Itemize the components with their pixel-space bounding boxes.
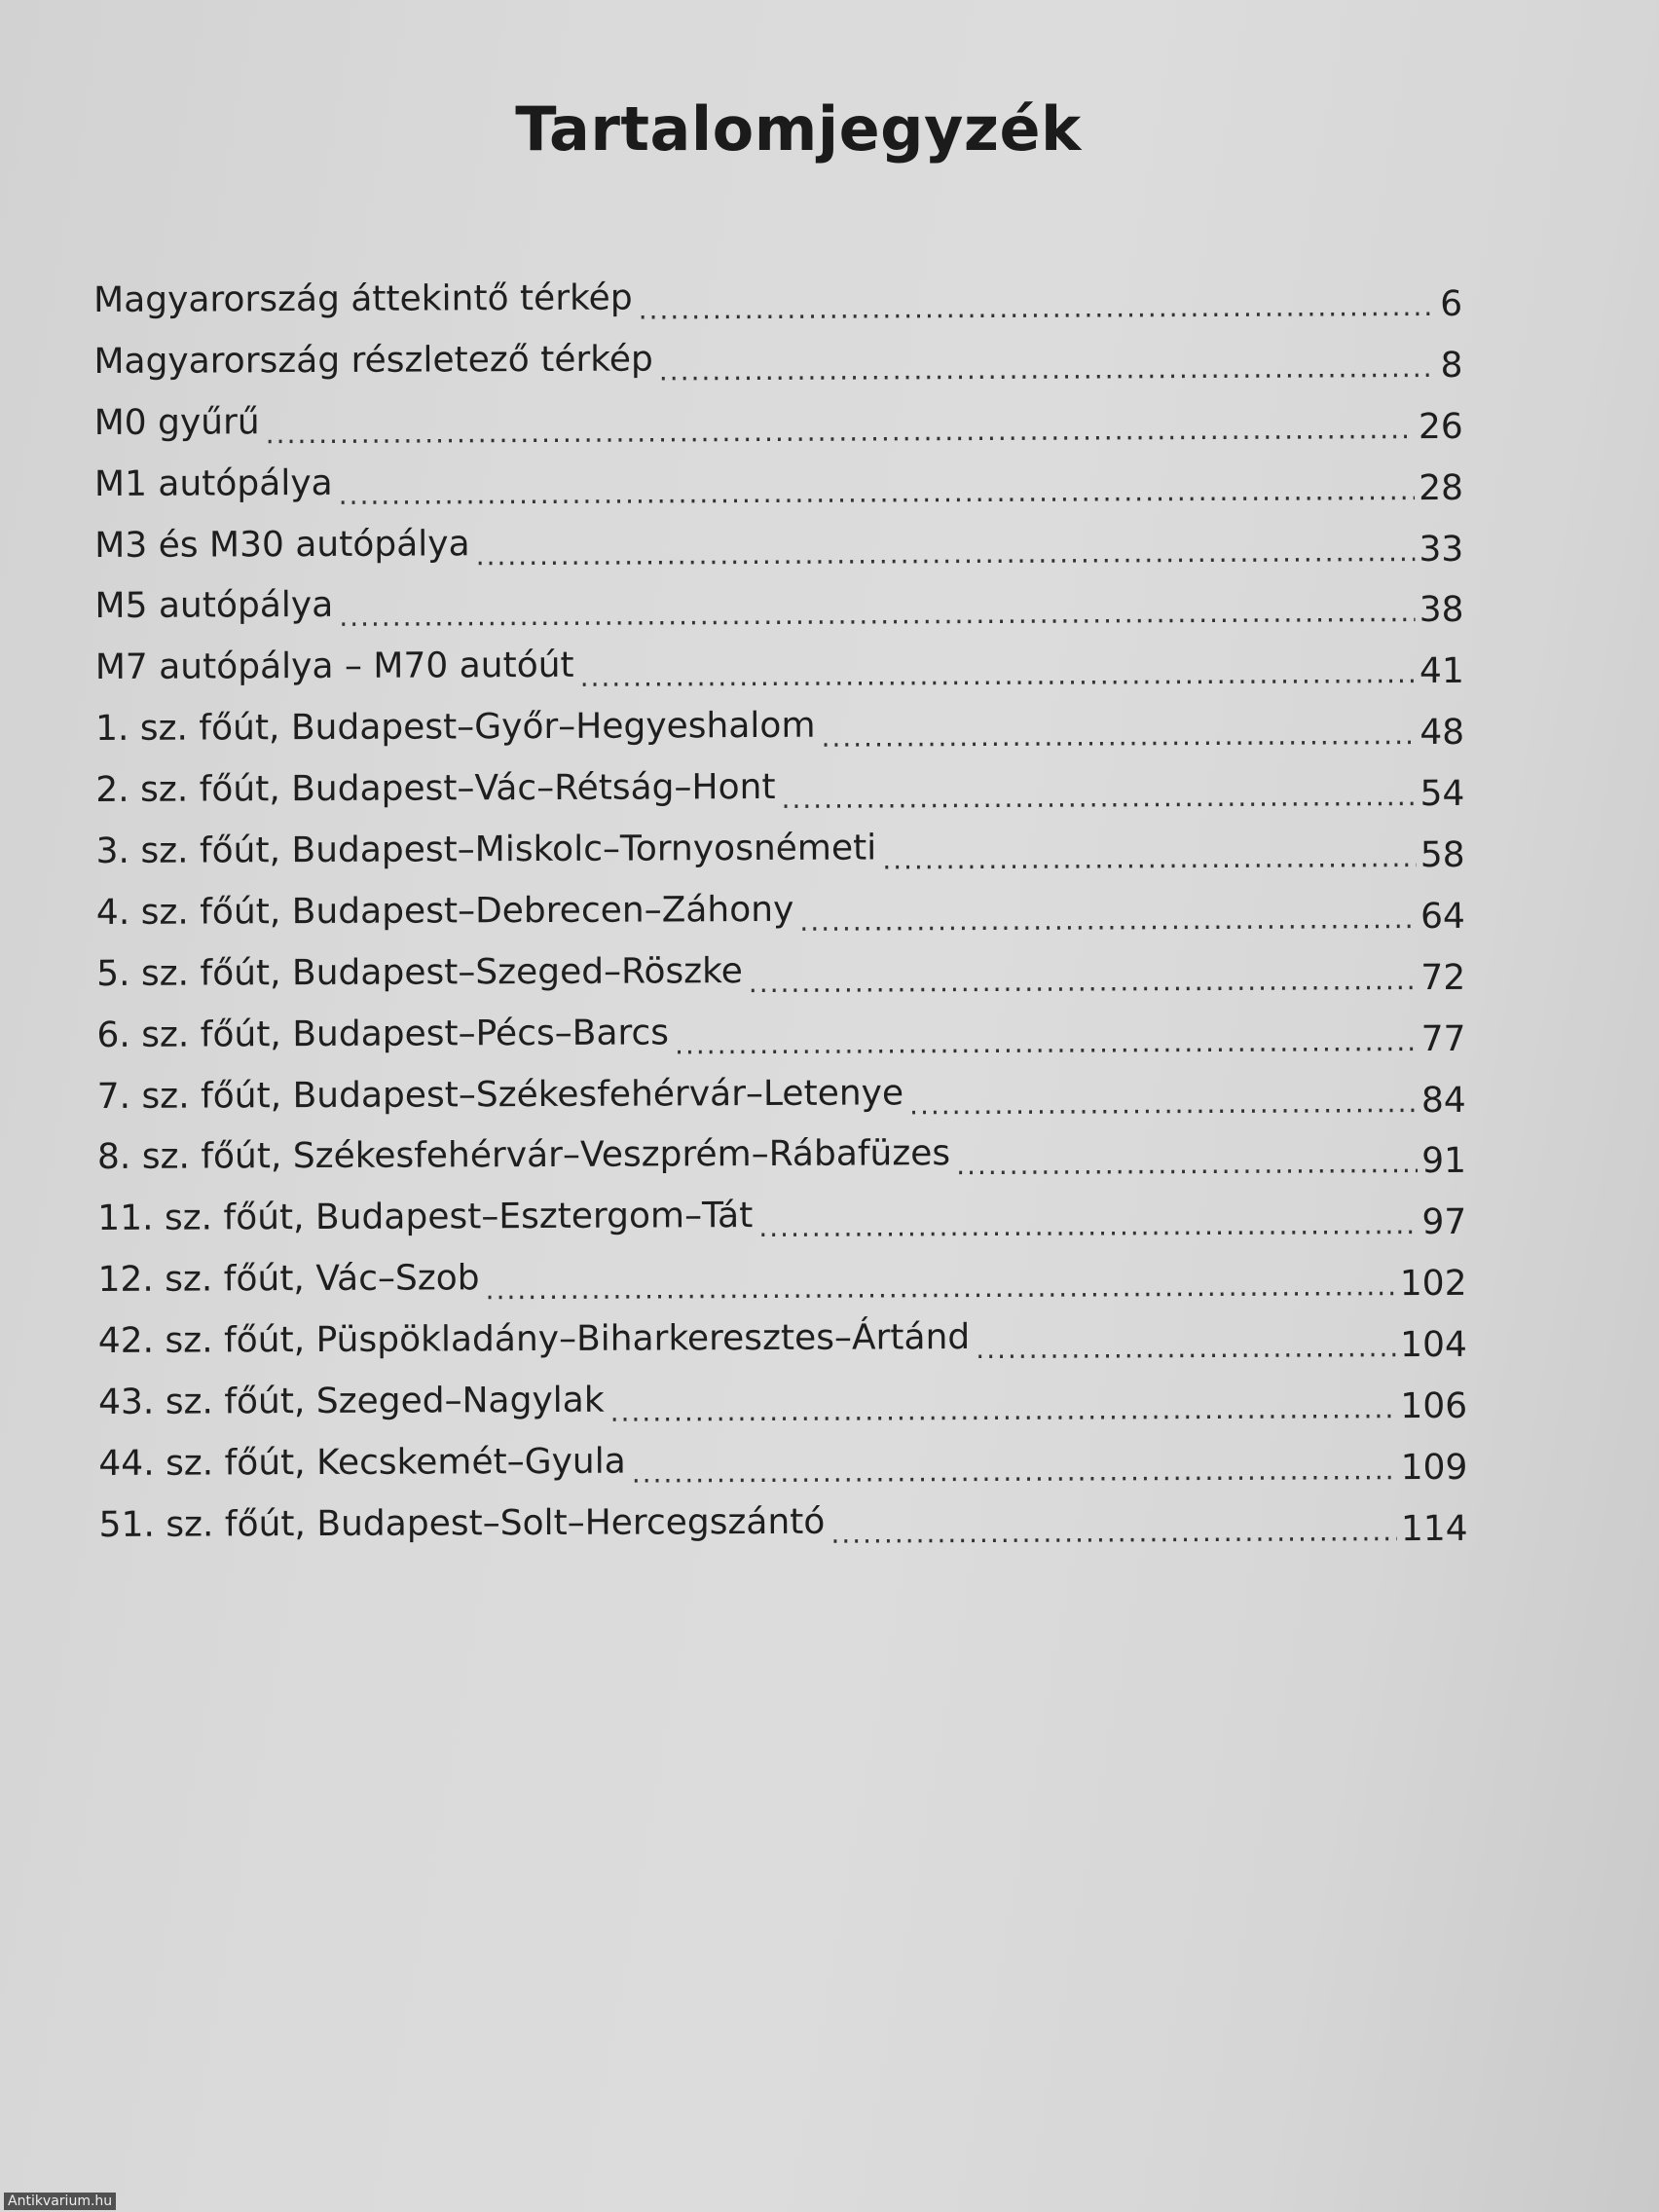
toc-page-number: 72 [1420,957,1466,998]
toc-page-number: 38 [1419,590,1464,631]
toc-dot-leader [830,1501,1397,1565]
toc-page-number: 8 [1440,345,1463,386]
toc-page-number: 26 [1418,406,1463,447]
toc-entry-label: 43. sz. főút, Szeged–Nagylak [97,1380,605,1423]
toc-dot-leader [821,705,1416,769]
toc-dot-leader [749,950,1418,1014]
toc-dot-leader [909,1073,1418,1136]
page-title: Tartalomjegyzék [515,92,1082,165]
toc-page-number: 106 [1400,1385,1468,1427]
toc-page-number: 28 [1419,467,1464,508]
toc-dot-leader [956,1134,1418,1198]
toc-entry-label: 8. sz. főút, Székesfehérvár–Veszprém–Rábafüzes [96,1133,951,1178]
toc-dot-leader [266,399,1415,465]
toc-page-number: 114 [1400,1508,1468,1549]
toc-dot-leader [799,889,1417,953]
toc-dot-leader [639,276,1437,341]
toc-entry-label: 51. sz. főút, Budapest–Solt–Hercegszántó [98,1501,826,1545]
toc-page-number: 104 [1400,1324,1467,1366]
toc-entry-label: M1 autópálya [93,462,333,504]
toc-dot-leader [476,522,1416,587]
toc-dot-leader [976,1317,1396,1381]
toc-entry-label: 12. sz. főút, Vác–Szob [97,1258,480,1301]
toc-entry-label: 5. sz. főút, Budapest–Szeged–Röszke [96,950,743,994]
toc-page-number: 6 [1440,283,1463,324]
toc-page-number: 84 [1420,1080,1466,1121]
toc-entry-label: M3 és M30 autópálya [94,523,470,566]
toc-dot-leader [781,766,1416,830]
toc-entry [93,265,1462,332]
toc-dot-leader [339,583,1416,649]
toc-dot-leader [632,1440,1397,1504]
toc-entry-label: 11. sz. főút, Budapest–Esztergom–Tát [97,1196,754,1239]
toc-page-number: 64 [1420,896,1465,937]
table-of-contents [93,265,1468,1557]
toc-entry-label: 2. sz. főút, Budapest–Vác–Rétság–Hont [95,767,776,811]
watermark: Antikvarium.hu [4,2193,116,2210]
toc-page-number: 91 [1421,1141,1467,1182]
toc-page-number: 48 [1419,713,1465,754]
toc-page-number: 102 [1399,1264,1467,1305]
toc-dot-leader [486,1256,1396,1321]
toc-dot-leader [610,1379,1397,1443]
toc-page-number: 33 [1419,529,1464,570]
toc-entry-label: Magyarország részletező térkép [93,339,653,382]
toc-entry-label: 6. sz. főút, Budapest–Pécs–Barcs [96,1013,670,1055]
toc-entry-label: 3. sz. főút, Budapest–Miskolc–Tornyosnémeti [95,828,877,872]
toc-dot-leader [339,461,1416,527]
toc-entry-label: Magyarország áttekintő térkép [93,277,633,320]
toc-entry-label: 42. sz. főút, Püspökladány–Biharkeresztes–Ártánd [97,1317,971,1362]
toc-entry-label: 7. sz. főút, Budapest–Székesfehérvár–Letenye [96,1072,904,1117]
toc-page-number: 97 [1421,1202,1467,1243]
toc-dot-leader [580,644,1417,709]
toc-dot-leader [675,1012,1418,1076]
toc-entry-label: 1. sz. főút, Budapest–Győr–Hegyeshalom [94,706,816,750]
toc-entry-label: 44. sz. főút, Kecskemét–Gyula [98,1441,626,1484]
toc-page-number: 58 [1419,834,1465,876]
toc-entry-label: M7 autópálya – M70 autóút [94,645,574,688]
toc-dot-leader [659,338,1437,402]
toc-page-number: 54 [1419,773,1465,815]
toc-entry-label: M5 autópálya [94,585,334,627]
toc-page-number: 77 [1420,1018,1466,1059]
toc-entry-label: M0 gyűrű [93,402,260,443]
toc-dot-leader [758,1195,1418,1259]
toc-entry-label: 4. sz. főút, Budapest–Debrecen–Záhony [95,889,794,933]
toc-page-number: 109 [1400,1447,1468,1489]
toc-page-number: 41 [1419,651,1464,692]
toc-dot-leader [882,828,1417,891]
